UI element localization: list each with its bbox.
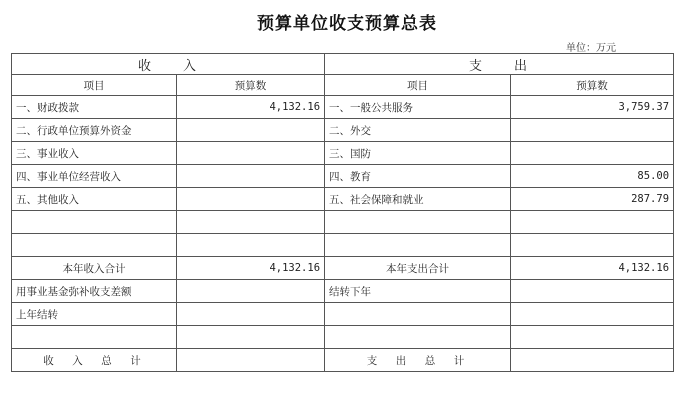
expense-subtotal-label: 本年支出合计 — [325, 257, 511, 280]
income-item — [12, 211, 177, 234]
income-value: 4,132.16 — [177, 96, 325, 119]
income-item: 一、财政拨款 — [12, 96, 177, 119]
expense-total-value — [511, 349, 674, 372]
income-value — [177, 165, 325, 188]
income-extra-2-value — [177, 303, 325, 326]
income-section-header: 收 入 — [12, 54, 325, 75]
total-row — [12, 349, 674, 372]
table-row — [12, 211, 674, 234]
income-value — [177, 211, 325, 234]
income-item: 三、事业收入 — [12, 142, 177, 165]
unit-label: 单位：万元 — [566, 43, 616, 54]
table-row — [12, 96, 674, 119]
expense-value: 3,759.37 — [511, 96, 674, 119]
income-extra-2: 上年结转 — [12, 303, 177, 326]
income-col-budget: 预算数 — [177, 75, 325, 96]
expense-value: 287.79 — [511, 188, 674, 211]
income-extra-1-value — [177, 280, 325, 303]
expense-extra-1: 结转下年 — [325, 280, 511, 303]
table-row — [12, 165, 674, 188]
income-value — [177, 142, 325, 165]
expense-item — [325, 211, 511, 234]
income-subtotal-label: 本年收入合计 — [12, 257, 177, 280]
income-item: 二、行政单位预算外资金 — [12, 119, 177, 142]
income-total-value — [177, 349, 325, 372]
expense-extra-1-value — [511, 280, 674, 303]
expense-value: 85.00 — [511, 165, 674, 188]
table-row — [12, 234, 674, 257]
page-title: 预算单位收支预算总表 — [257, 14, 437, 34]
expense-total-label: 支 出 总 计 — [325, 349, 511, 372]
expense-section-header: 支 出 — [325, 54, 674, 75]
expense-col-budget: 预算数 — [511, 75, 674, 96]
income-value — [177, 234, 325, 257]
expense-item: 一、一般公共服务 — [325, 96, 511, 119]
income-col-item: 项目 — [12, 75, 177, 96]
table-row — [12, 280, 674, 303]
income-item: 五、其他收入 — [12, 188, 177, 211]
expense-value — [511, 234, 674, 257]
expense-item: 三、国防 — [325, 142, 511, 165]
income-item — [12, 234, 177, 257]
expense-item: 四、教育 — [325, 165, 511, 188]
expense-value — [511, 119, 674, 142]
expense-item: 二、外交 — [325, 119, 511, 142]
expense-value — [511, 142, 674, 165]
table-row — [12, 303, 674, 326]
table-row — [12, 326, 674, 349]
expense-col-item: 项目 — [325, 75, 511, 96]
table-row — [12, 188, 674, 211]
budget-table — [11, 53, 674, 372]
income-value — [177, 188, 325, 211]
expense-item — [325, 234, 511, 257]
expense-subtotal-value: 4,132.16 — [511, 257, 674, 280]
table-row — [12, 142, 674, 165]
income-subtotal-value: 4,132.16 — [177, 257, 325, 280]
expense-item: 五、社会保障和就业 — [325, 188, 511, 211]
subtotal-row — [12, 257, 674, 280]
income-total-label: 收 入 总 计 — [12, 349, 177, 372]
expense-extra-2-value — [511, 303, 674, 326]
income-item: 四、事业单位经营收入 — [12, 165, 177, 188]
expense-extra-2 — [325, 303, 511, 326]
income-extra-1: 用事业基金弥补收支差额 — [12, 280, 177, 303]
income-value — [177, 119, 325, 142]
expense-value — [511, 211, 674, 234]
table-row — [12, 119, 674, 142]
